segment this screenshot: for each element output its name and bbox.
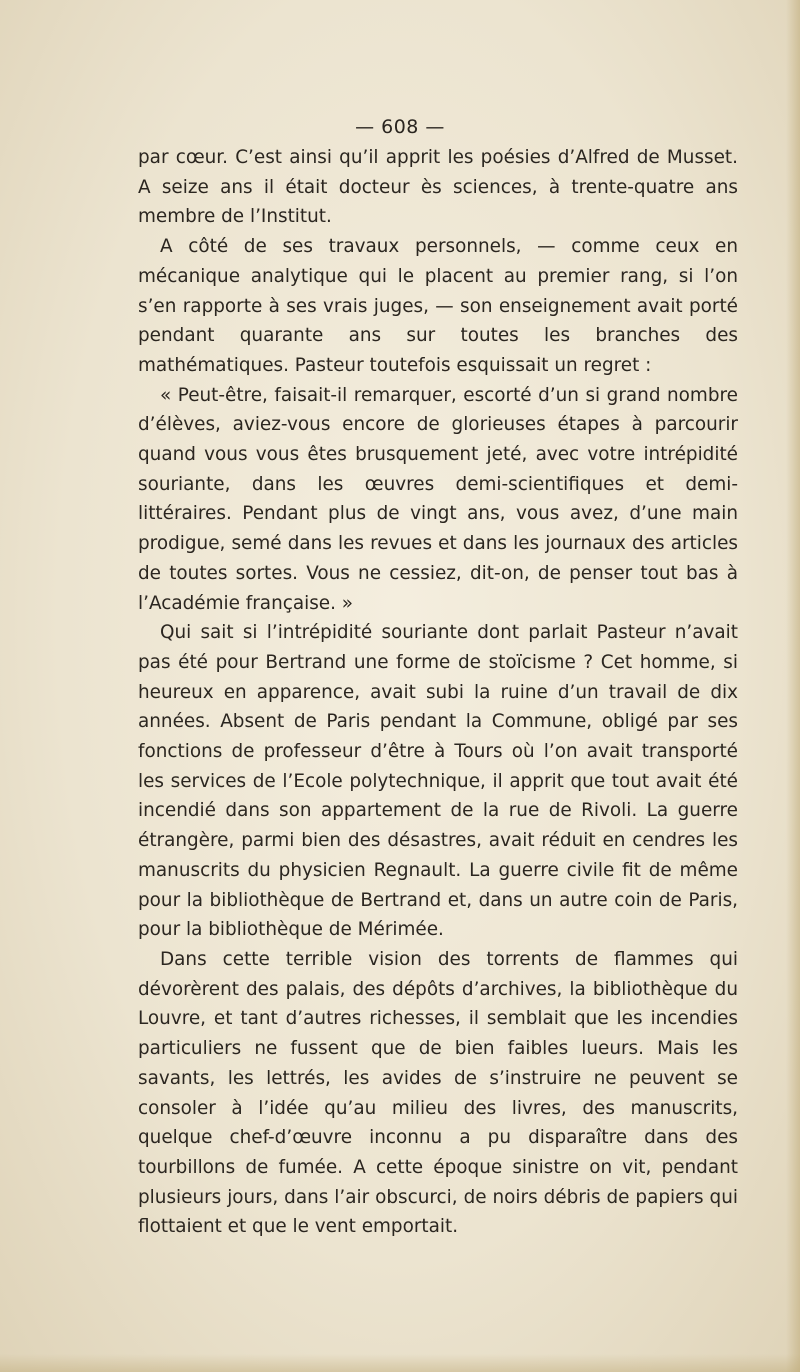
paragraph-1: par cœur. C’est ainsi qu’il apprit les poésies d’Alfred de Musset. A seize ans il était docteur ès sciences, à trente-quatre ans membre de l’Institut. bbox=[138, 147, 738, 228]
paragraph-4: Qui sait si l’intrépidité souriante dont parlait Pasteur n’avait pas été pour Bertrand une forme de stoïcisme ? Cet homme, si heureux en apparence, avait subi la ruine d’un travail de dix années. Absent de Paris pendant la Commune, obligé par ses fonctions de professeur d’être à Tours où l’on avait transporté les services de l’Ecole polytechnique, il apprit que tout avait été incendié dans son appartement de la rue de Rivoli. La guerre étrangère, parmi bien des désastres, avait réduit en cendres les manuscrits du physicien Regnault. La guerre civile fit de même pour la bibliothèque de Bertrand et, dans un autre coin de Paris, pour la bibliothèque de Mérimée. bbox=[138, 622, 738, 941]
paragraph-5: Dans cette terrible vision des torrents de flammes qui dévorèrent des palais, des dépôts d’archives, la bibliothèque du Louvre, et tant d’autres richesses, il semblait que les incendies particuliers ne fussent que de bien faibles lueurs. Mais les savants, les lettrés, les avides de s’instruire ne peuvent se consoler à l’idée qu’au milieu des livres, des manuscrits, quelque chef-d’œuvre inconnu a pu disparaître dans des tourbillons de fumée. A cette époque sinistre on vit, pendant plusieurs jours, dans l’air obscurci, de noirs débris de papiers qui flottaient et que le vent emportait. bbox=[138, 948, 738, 1238]
paragraph-3: « Peut-être, faisait-il remarquer, escorté d’un si grand nombre d’élèves, aviez-vous encore de glorieuses étapes à parcourir quand vous vous êtes brusquement jeté, avec votre intrépidité souriante, dans les œuvres demi-scientifiques et demi-littéraires. Pendant plus de vingt ans, vous avez, d’une main prodigue, semé dans les revues et dans les journaux des articles de toutes sortes. Vous ne cessiez, dit-on, de penser tout bas à l’Académie française. » bbox=[138, 384, 738, 614]
page-edge-shadow-right bbox=[786, 0, 800, 1372]
body-text bbox=[138, 143, 738, 1242]
page-number: — 608 — bbox=[355, 116, 445, 138]
page-edge-shadow-bottom bbox=[0, 1354, 800, 1372]
paragraph-2: A côté de ses travaux personnels, — comme ceux en mécanique analytique qui le placent au premier rang, si l’on s’en rapporte à ses vrais juges, — son enseignement avait porté pendant quarante ans sur toutes les branches des mathématiques. Pasteur toutefois esquissait un regret : bbox=[138, 236, 738, 376]
